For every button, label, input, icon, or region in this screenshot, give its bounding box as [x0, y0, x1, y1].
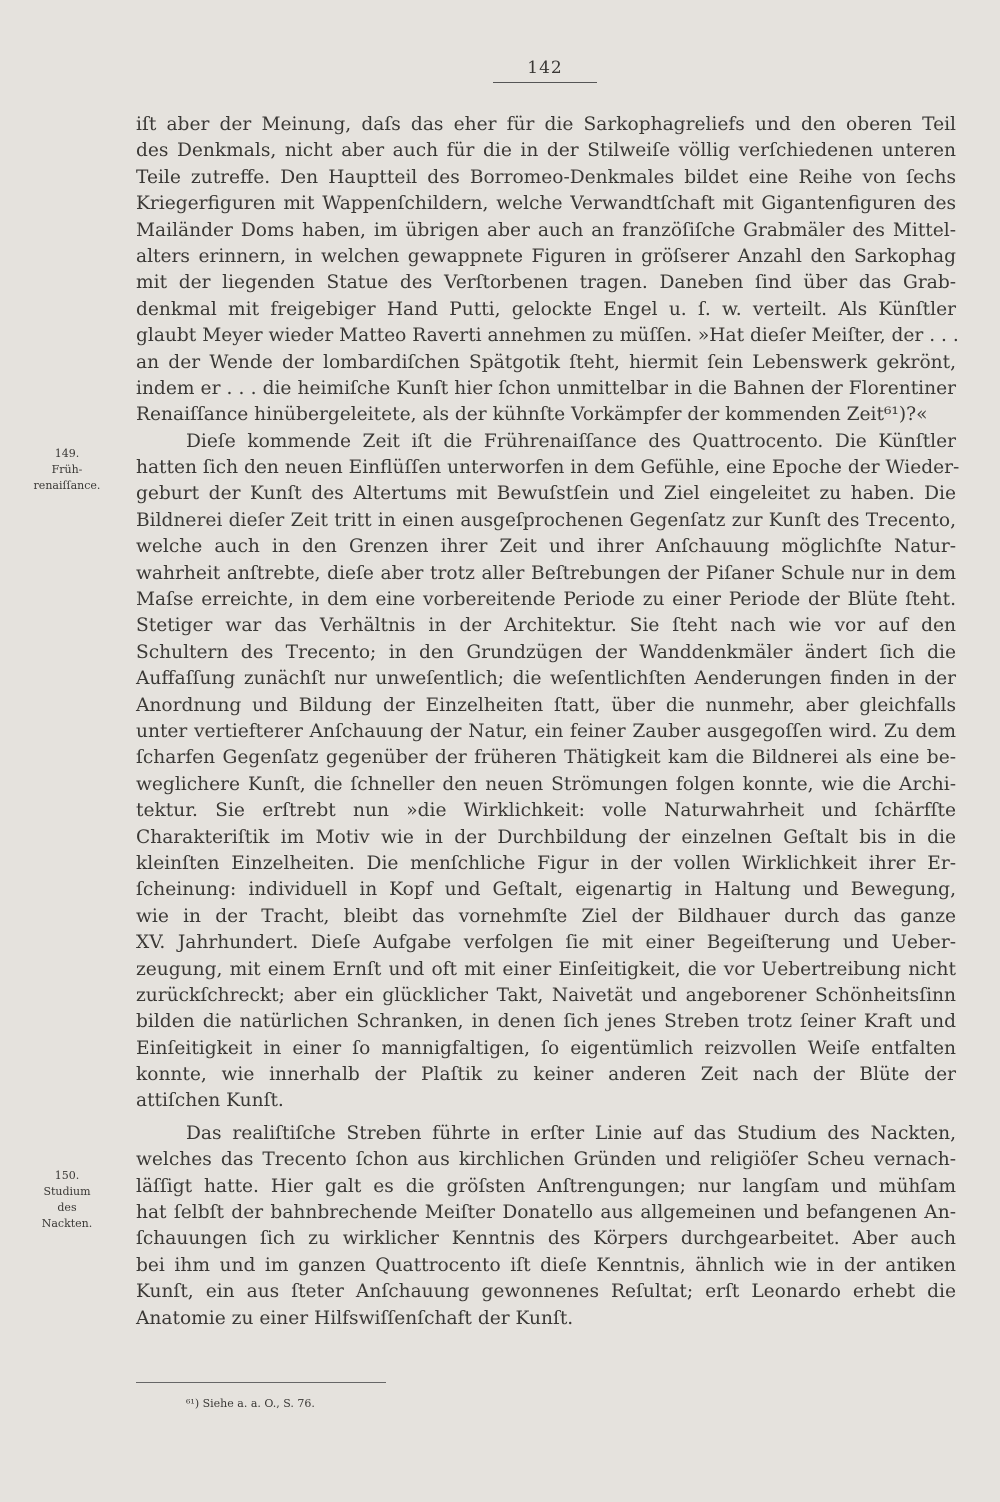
text-line: hat ſelbſt der bahnbrechende Meiſter Donatello aus allgemeinen und befangenen An-: [136, 1202, 956, 1224]
text-line: Einſeitigkeit in einer ſo mannigfaltigen, ſo eigentümlich reizvollen Weiſe entfalten: [136, 1037, 956, 1059]
page-number: 142: [493, 58, 597, 83]
text-line: Mailänder Doms haben, im übrigen aber auch an franzöſiſche Grabmäler des Mittel-: [136, 219, 956, 241]
margin-note-fruehrenaissance: [8, 446, 126, 494]
text-line: welches das Trecento ſchon aus kirchlichen Gründen und religiöſer Scheu vernach-: [136, 1149, 956, 1171]
text-line: Renaiſſance hinübergeleitete, als der kühnſte Vorkämpfer der kommenden Zeit⁶¹)?«: [136, 404, 928, 426]
text-line: alters erinnern, in welchen gewappnete Figuren in gröſserer Anzahl den Sarkophag: [136, 245, 956, 267]
margin-note-line: Nackten.: [41, 1217, 93, 1230]
text-line: konnte, wie innerhalb der Plaſtik zu keiner anderen Zeit nach der Blüte der: [136, 1064, 956, 1086]
margin-note-line: des: [57, 1201, 77, 1214]
text-line: wahrheit anſtrebte, dieſe aber trotz aller Beſtrebungen der Piſaner Schule nur in dem: [136, 562, 956, 584]
text-line: ſchauungen ſich zu wirklicher Kenntnis des Körpers durchgearbeitet. Aber auch: [136, 1228, 956, 1250]
text-line: Stetiger war das Verhältnis in der Architektur. Sie ſteht nach wie vor auf den: [136, 615, 956, 637]
margin-note-number: 149.: [54, 447, 80, 460]
text-line: denkmal mit freigebiger Hand Putti, gelockte Engel u. ſ. w. verteilt. Als Künſtler: [136, 298, 956, 320]
text-line: an der Wende der lombardiſchen Spätgotik ſteht, hiermit ſein Lebenswerk gekrönt,: [136, 351, 956, 373]
text-line: Schultern des Trecento; in den Grundzügen der Wanddenkmäler ändert ſich die: [136, 641, 956, 663]
text-line: Auffaſſung zunächſt nur unweſentlich; die weſentlichſten Aenderungen finden in der: [136, 668, 956, 690]
text-line: läſſigt hatte. Hier galt es die gröſsten Anſtrengungen; nur langſam und mühſam: [136, 1175, 956, 1197]
text-line: attiſchen Kunſt.: [136, 1090, 284, 1112]
text-line: Bildnerei dieſer Zeit tritt in einen ausgeſprochenen Gegenſatz zur Kunſt des Trecento,: [136, 509, 956, 531]
text-line: iſt aber der Meinung, daſs das eher für die Sarkophagreliefs und den oberen Teil: [136, 114, 956, 135]
text-line: zeugung, mit einem Ernſt und oft mit einer Einſeitigkeit, die vor Uebertreibung nicht: [136, 958, 956, 980]
text-line: welche auch in den Grenzen ihrer Zeit und ihrer Anſchauung möglichſte Natur-: [136, 536, 956, 558]
footnote: ⁶¹) Siehe a. a. O., S. 76.: [136, 1382, 386, 1410]
text-line: indem er . . . die heimiſche Kunſt hier ſchon unmittelbar in die Bahnen der Florentiner: [136, 377, 956, 399]
text-line: kleinſten Einzelheiten. Die menſchliche Figur in der vollen Wirklichkeit ihrer Er-: [136, 852, 956, 874]
text-line: des Denkmals, nicht aber auch für die in der Stilweiſe völlig verſchiedenen unteren: [136, 140, 956, 162]
text-line: weglichere Kunſt, die ſchneller den neuen Strömungen folgen konnte, wie die Archi-: [136, 773, 956, 795]
text-line: glaubt Meyer wieder Matteo Raverti annehmen zu müſſen. »Hat dieſer Meiſter, der . . .: [136, 325, 959, 347]
text-line: geburt der Kunſt des Altertums mit Bewuſstſein und Ziel eingeleitet zu haben. Die: [136, 483, 956, 505]
text-line: Anatomie zu einer Hilfswiſſenſchaft der Kunſt.: [136, 1307, 574, 1329]
text-line: bei ihm und im ganzen Quattrocento iſt dieſe Kenntnis, ähnlich wie in der antiken: [136, 1254, 956, 1276]
text-line: tektur. Sie erſtrebt nun »die Wirklichkeit: volle Naturwahrheit und ſchärfſte: [136, 800, 956, 822]
text-line: Kriegerfiguren mit Wappenſchildern, welche Verwandtſchaft mit Gigantenfiguren des: [136, 193, 956, 215]
margin-note-studium-des-nackten: [8, 1168, 126, 1232]
text-line: unter vertiefterer Anſchauung der Natur, ein feiner Zauber ausgegoſſen wird. Zu dem: [136, 720, 956, 742]
text-line: Teile zutreffe. Den Hauptteil des Borromeo-Denkmales bildet eine Reihe von ſechs: [136, 166, 956, 188]
margin-note-line: renaiſſance.: [33, 479, 101, 492]
text-line: mit der liegenden Statue des Verſtorbenen tragen. Daneben ſind über das Grab-: [136, 272, 956, 294]
text-line: bilden die natürlichen Schranken, in denen ſich jenes Streben trotz ſeiner Kraft und: [136, 1011, 956, 1033]
margin-note-line: Früh-: [51, 463, 83, 476]
body-text: [136, 112, 960, 1332]
text-line: ſcharfen Gegenſatz gegenüber der früheren Thätigkeit kam die Bildnerei als eine be-: [136, 747, 956, 769]
text-line: hatten ſich den neuen Einflüſſen unterworfen in dem Gefühle, eine Epoche der Wieder-: [136, 457, 960, 479]
text-line: Charakteriſtik im Motiv wie in der Durchbildung der einzelnen Geſtalt bis in die: [136, 826, 956, 848]
margin-note-line: Studium: [43, 1185, 91, 1198]
text-line: ſcheinung: individuell in Kopf und Geſtalt, eigenartig in Haltung und Bewegung,: [136, 879, 956, 901]
text-line: zurückſchreckt; aber ein glücklicher Takt, Naivetät und angeborener Schönheitsſinn: [136, 984, 956, 1006]
margin-note-number: 150.: [54, 1169, 80, 1182]
text-line: Anordnung und Bildung der Einzelheiten ſtatt, über die nunmehr, aber gleichfalls: [136, 694, 956, 716]
text-line: XV. Jahrhundert. Dieſe Aufgabe verfolgen ſie mit einer Begeiſterung und Ueber-: [136, 932, 956, 954]
text-line: wie in der Tracht, bleibt das vornehmſte Ziel der Bildhauer durch das ganze: [136, 905, 956, 927]
text-line: Das realiſtiſche Streben führte in erſter Linie auf das Studium des Nackten,: [186, 1122, 956, 1144]
text-line: Maſse erreichte, in dem eine vorbereitende Periode zu einer Periode der Blüte ſteht.: [136, 589, 956, 611]
text-line: Kunſt, ein aus ſteter Anſchauung gewonnenes Reſultat; erſt Leonardo erhebt die: [136, 1281, 956, 1303]
text-line: Dieſe kommende Zeit iſt die Frührenaiſſance des Quattrocento. Die Künſtler: [186, 430, 956, 452]
